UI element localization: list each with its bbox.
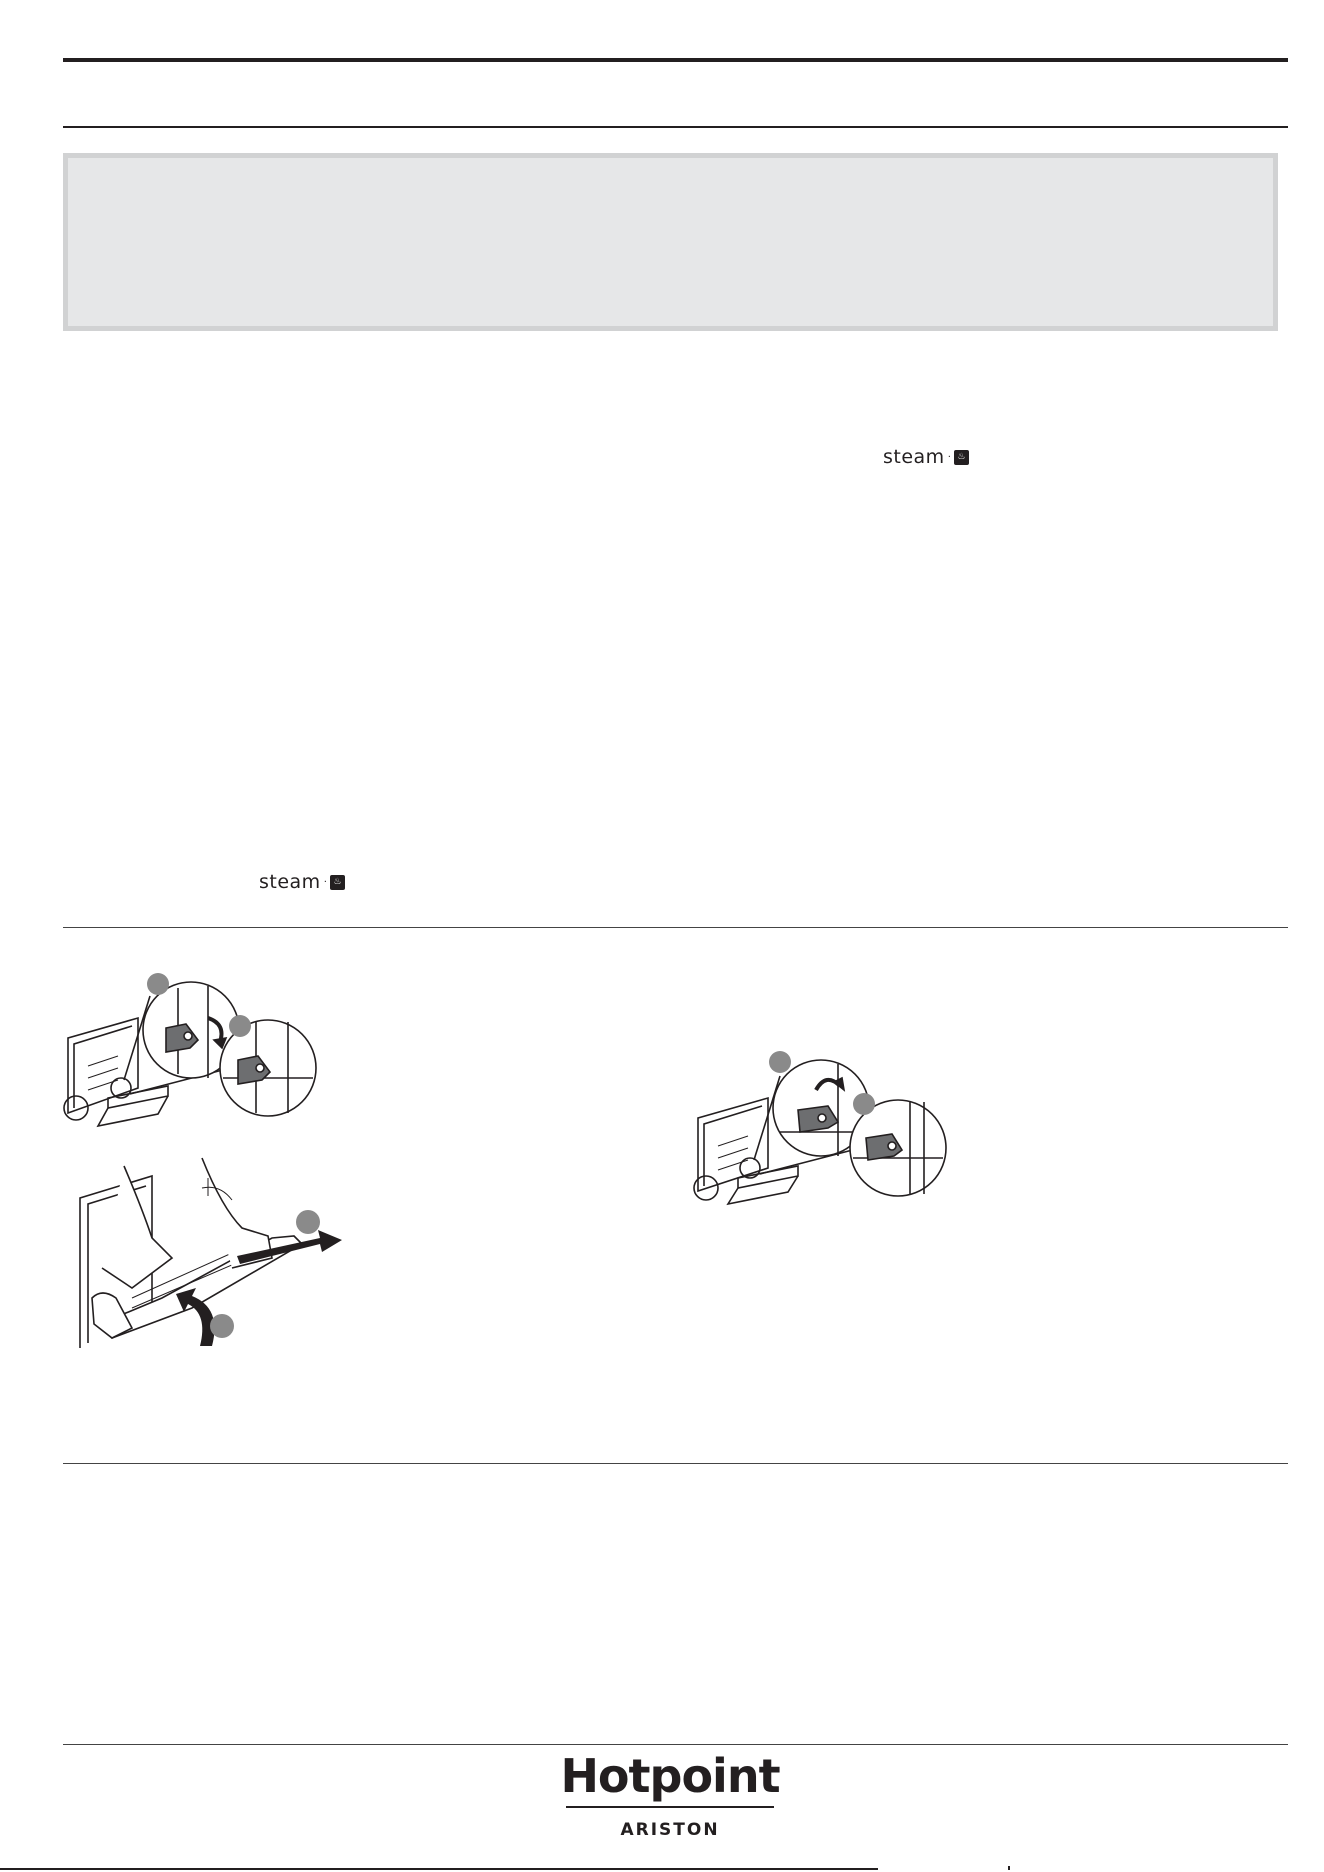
hotpoint-ariston-logo [560, 1748, 780, 1840]
oven-hinge-open-icon [58, 968, 328, 1128]
oven-door-removal-icon [72, 1148, 347, 1358]
step-marker [853, 1093, 875, 1115]
steam-logo-separator: · [947, 451, 951, 463]
header-rule [63, 126, 1288, 128]
hand-steam-icon: ♨ [954, 450, 969, 465]
steam-logo [259, 871, 345, 893]
brand-subname: ARISTON [620, 1820, 720, 1840]
section-rule [63, 927, 1288, 928]
bottom-tick [1008, 1866, 1010, 1870]
step-marker [769, 1051, 791, 1073]
brand-divider [566, 1806, 774, 1808]
steam-logo-word: steam [883, 446, 945, 468]
note-box [63, 153, 1278, 331]
bottom-rule [0, 1868, 878, 1870]
hand-steam-icon: ♨ [330, 875, 345, 890]
step-marker [229, 1015, 251, 1037]
step-marker [296, 1210, 320, 1234]
footer-rule [63, 1744, 1288, 1745]
steam-logo-separator: · [323, 876, 327, 888]
oven-hinge-close-icon [688, 1046, 958, 1206]
top-rule [63, 58, 1288, 62]
step-marker [210, 1314, 234, 1338]
step-marker [147, 973, 169, 995]
steam-logo [883, 446, 969, 468]
section-rule [63, 1463, 1288, 1464]
steam-logo-word: steam [259, 871, 321, 893]
brand-name: Hotpoint [560, 1749, 780, 1803]
